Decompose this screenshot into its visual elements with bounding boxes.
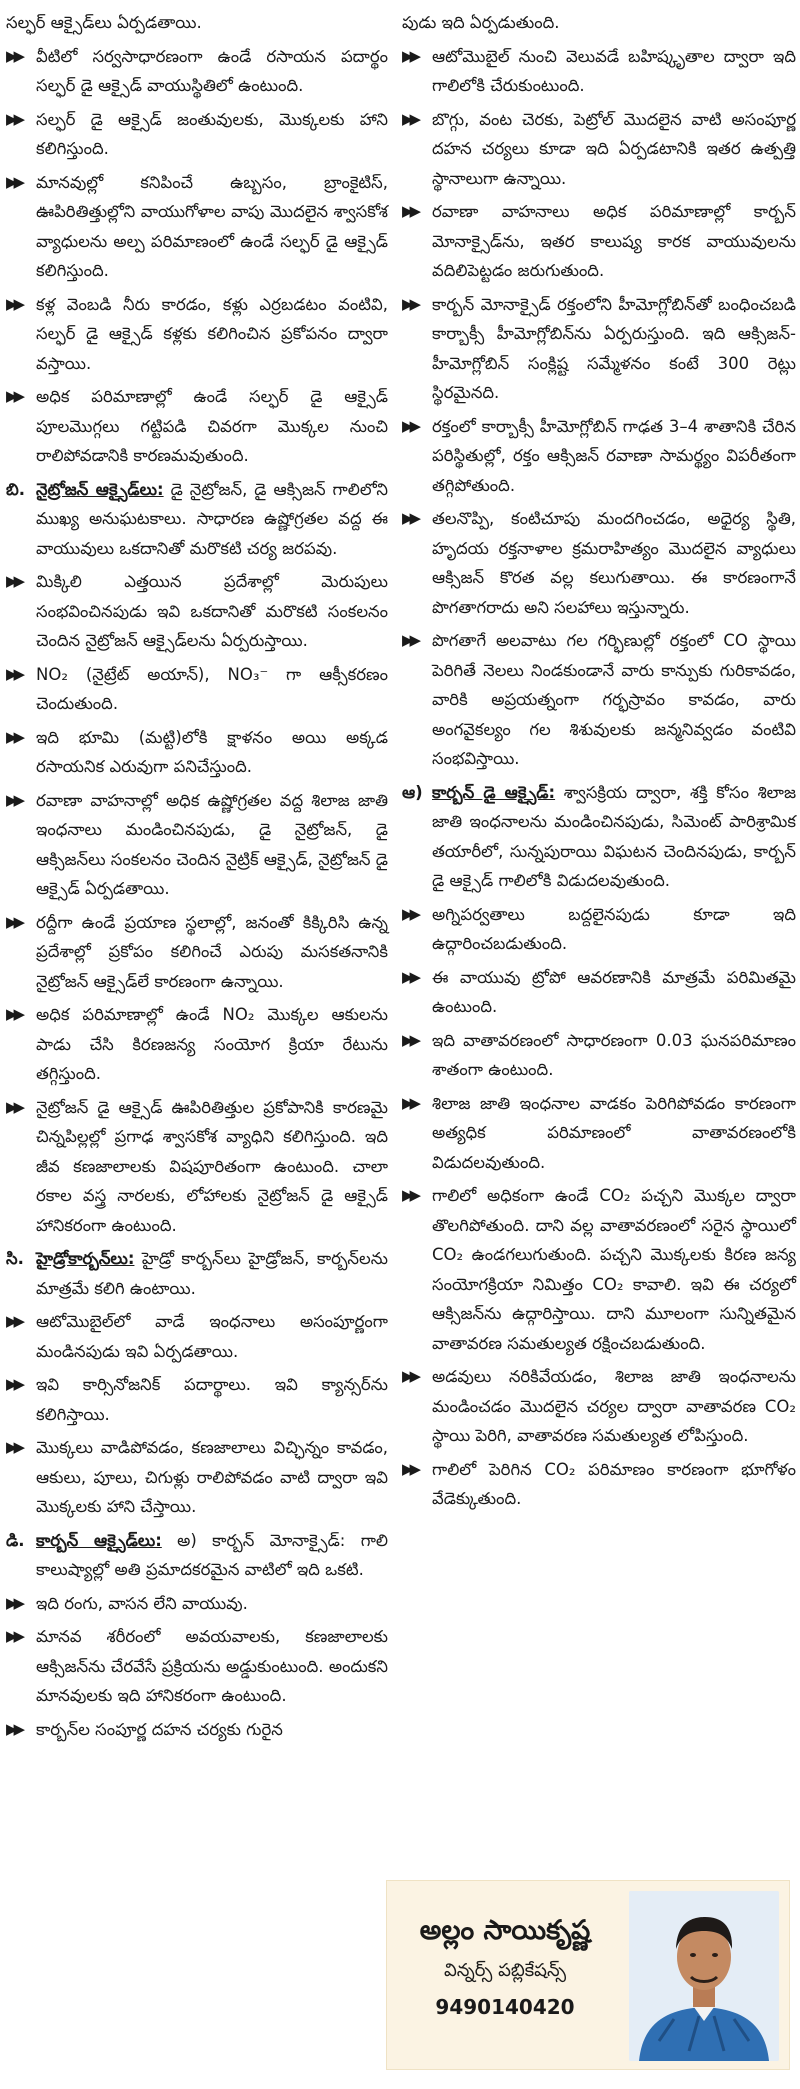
section-heading-paragraph (402, 778, 796, 896)
paragraph-text: ఆటోమొబైల్ నుంచి వెలువడే బహిష్కృతాల ద్వారా ఇది గాలిలోకి చేరుకుంటుంది. (432, 46, 796, 95)
section-marker: బి. (6, 479, 25, 499)
double-arrow-icon: ▶▶ (6, 572, 22, 590)
person-icon (629, 1891, 779, 2061)
paragraph-text: తలనొప్పి, కంటిచూపు మందగించడం, అధైర్య స్థితి, హృదయ రక్తనాళాల క్రమరాహిత్యం మొదలైన వ్యాధులు ఆక్సిజన్ కొరత వల్ల కలుగుతాయి. ఈ కారణంగానే పొగతాగరాదు అని సలహాలు ఇస్తున్నారు. (432, 509, 796, 617)
bullet-item (6, 1370, 388, 1429)
continued-text (402, 8, 796, 38)
double-arrow-icon: ▶▶ (402, 416, 418, 435)
paragraph-text: డై నైట్రోజన్, డై ఆక్సిజన్ గాలిలోని ముఖ్య అనుఘటకాలు. సాధారణ ఉష్ణోగ్రతల వద్ద ఈ వాయువులు ఒకదానితో మరొకటి చర్య జరపవు. (36, 479, 388, 558)
author-photo (629, 1891, 779, 2061)
double-arrow-icon: ▶▶ (6, 664, 22, 683)
double-arrow-icon: ▶▶ (6, 387, 22, 405)
section-title: కార్బన్ ఆక్సైడ్‌లు: (36, 1530, 162, 1550)
paragraph-text: సల్ఫర్ డై ఆక్సైడ్ జంతువులకు, మొక్కలకు హాని కలిగిస్తుంది. (36, 109, 388, 158)
paragraph-text: రక్తంలో కార్బాక్సీ హీమోగ్లోబిన్ గాఢత 3–4 శాతానికి చేరిన పరిస్థితుల్లో, రక్తం ఆక్సిజన్ రవాణా సామర్థ్యం విపరీతంగా తగ్గిపోతుంది. (432, 416, 796, 495)
double-arrow-icon: ▶▶ (402, 967, 418, 986)
double-arrow-icon: ▶▶ (6, 109, 22, 128)
bullet-item (6, 168, 388, 286)
double-arrow-icon: ▶▶ (6, 1312, 22, 1330)
double-arrow-icon: ▶▶ (6, 1097, 22, 1116)
bullet-item (402, 1455, 796, 1514)
double-arrow-icon: ▶▶ (6, 1005, 22, 1023)
paragraph-text: రవాణా వాహనాల్లో అధిక ఉష్ణోగ్రతల వద్ద శిలాజ జాతి ఇంధనాలు మండించినపుడు, డై నైట్రోజన్, డై ఆక్సిజన్‌లు సంకలనం చెందిన నైట్రిక్ ఆక్సైడ్, నైట్రోజన్ డై ఆక్సైడ్ ఏర్పడతాయి. (36, 790, 388, 898)
bullet-item (402, 626, 796, 774)
paragraph-text: NO₂ (నైట్రేట్ అయాన్), NO₃⁻ గా ఆక్సీకరణం చెందుతుంది. (36, 664, 388, 713)
paragraph-text: ఇది వాతావరణంలో సాధారణంగా 0.03 ఘనపరిమాణం శాతంగా ఉంటుంది. (432, 1030, 796, 1079)
paragraph-text: అగ్నిపర్వతాలు బద్దలైనపుడు కూడా ఇది ఉద్గారించబడుతుంది. (432, 904, 796, 953)
bullet-item (6, 660, 388, 719)
double-arrow-icon: ▶▶ (6, 1719, 22, 1738)
paragraph-text: మిక్కిలి ఎత్తయిన ప్రదేశాల్లో మెరుపులు సంభవించినపుడు ఇవి ఒకదానితో మరొకటి సంకలనం చెందిన నైట్రోజన్ ఆక్సైడ్‌లను ఏర్పరుస్తాయి. (36, 572, 388, 650)
paragraph-text: మొక్కలు వాడిపోవడం, కణజాలాలు విచ్ఛిన్నం కావడం, ఆకులు, పూలు, చిగుళ్లు రాలిపోవడం వాటి ద్వారా ఇవి మొక్కలకు హాని చేస్తాయి. (36, 1438, 388, 1516)
bullet-item (6, 382, 388, 471)
double-arrow-icon: ▶▶ (6, 1593, 22, 1612)
bullet-item (402, 504, 796, 622)
double-arrow-icon: ▶▶ (402, 509, 418, 527)
paragraph-text: రద్దీగా ఉండే ప్రయాణ స్థలాల్లో, జనంతో కిక్కిరిసి ఉన్న ప్రదేశాల్లో ప్రకోపం కలిగించే ఎరుపు మసకతనానికి నైట్రోజన్ ఆక్సైడ్‌లే కారణంగా ఉన్నాయి. (36, 912, 388, 991)
paragraph-text: నైట్రోజన్ డై ఆక్సైడ్ ఊపిరితిత్తుల ప్రకోపానికి కారణమై చిన్నపిల్లల్లో ప్రగాఢ శ్వాసకోశ వ్యాధిని కలిగిస్తుంది. ఇది జీవ కణజాలాలకు విషపూరితంగా ఉంటుంది. చాలా రకాల వస్త్ర నారలకు, లోహాలకు నైట్రోజన్ డై ఆక్సైడ్ హానికరంగా ఉంటుంది. (36, 1097, 388, 1235)
double-arrow-icon: ▶▶ (402, 1093, 418, 1112)
bullet-item (402, 1026, 796, 1085)
author-card (386, 1880, 790, 2070)
paragraph-text: ఇవి కార్సినోజనిక్ పదార్థాలు. ఇవి క్యాన్సర్‌ను కలిగిస్తాయి. (36, 1375, 388, 1424)
bullet-item (6, 1589, 388, 1619)
bullet-item (6, 1433, 388, 1522)
bullet-item (6, 567, 388, 656)
paragraph-text: శిలాజ జాతి ఇంధనాల వాడకం పెరిగిపోవడం కారణంగా అత్యధిక పరిమాణంలో వాతావరణంలోకి విడుదలవుతుంది. (432, 1093, 796, 1172)
paragraph-text: అ) కార్బన్ మోనాక్సైడ్: గాలి కాలుష్యాల్లో అతి ప్రమాదకరమైన వాటిలో ఇది ఒకటి. (36, 1530, 388, 1579)
double-arrow-icon: ▶▶ (402, 1367, 418, 1385)
double-arrow-icon: ▶▶ (6, 294, 22, 313)
double-arrow-icon: ▶▶ (402, 904, 418, 923)
paragraph-text: గాలిలో పెరిగిన CO₂ పరిమాణం కారణంగా భూగోళం వేడెక్కుతుంది. (432, 1459, 796, 1508)
bullet-item (6, 1000, 388, 1089)
section-title: హైడ్రోకార్బన్‌లు: (36, 1249, 135, 1268)
double-arrow-icon: ▶▶ (6, 727, 22, 746)
bullet-item (6, 1715, 388, 1745)
author-phone: 9490140420 (435, 1995, 575, 2019)
paragraph-text: గాలిలో అధికంగా ఉండే CO₂ పచ్చని మొక్కల ద్వారా తొలగిపోతుంది. దాని వల్ల వాతావరణంలో సరైన స్థాయిలో CO₂ ఉండగలుగుతుంది. పచ్చని మొక్కలకు కిరణ జన్య సంయోగక్రియా నిమిత్తం CO₂ కావాలి. ఇవి ఈ చర్యలో ఆక్సిజన్‌ను ఉద్గారిస్తాయి. దాని మూలంగా సున్నితమైన వాతావరణ సమతుల్యత రక్షించబడుతుంది. (432, 1186, 796, 1353)
paragraph-text: బొగ్గు, వంట చెరకు, పెట్రోల్ మొదలైన వాటి అసంపూర్ణ దహన చర్యలు కూడా ఇది ఏర్పడటానికి ఇతర ఉత్పత్తి స్థానాలుగా ఉన్నాయి. (432, 109, 796, 188)
bullet-item (402, 963, 796, 1022)
double-arrow-icon: ▶▶ (6, 1627, 22, 1645)
right-column (402, 8, 796, 1518)
bullet-item (402, 290, 796, 408)
paragraph-text: ఇది రంగు, వాసన లేని వాయువు. (36, 1593, 248, 1613)
paragraph-text: హైడ్రో కార్బన్‌లు హైడ్రోజన్, కార్బన్‌లను మాత్రమే కలిగి ఉంటాయి. (36, 1249, 388, 1298)
paragraph-text: కార్బన్ మోనాక్సైడ్ రక్తంలోని హీమోగ్లోబిన్‌తో బంధించబడి కార్బాక్సీ హీమోగ్లోబిన్‌ను ఏర్పరుస్తుంది. ఇది ఆక్సిజన్-హీమోగ్లోబిన్ సంక్లిష్ట సమ్మేళనం కంటే 300 రెట్లు స్థిరమైనది. (432, 294, 796, 402)
double-arrow-icon: ▶▶ (6, 46, 22, 65)
double-arrow-icon: ▶▶ (6, 790, 22, 809)
double-arrow-icon: ▶▶ (402, 202, 418, 220)
double-arrow-icon: ▶▶ (402, 46, 418, 65)
paragraph-text: ఇది భూమి (మట్టి)లోకి క్షాళనం అయి అక్కడ రసాయనిక ఎరువుగా పనిచేస్తుంది. (36, 727, 388, 776)
section-title: నైట్రోజన్ ఆక్సైడ్‌లు: (36, 479, 164, 499)
paragraph-text: రవాణా వాహనాలు అధిక పరిమాణాల్లో కార్బన్ మోనాక్సైడ్‌ను, ఇతర కాలుష్య కారక వాయువులను వదిలిపెట్టడం జరుగుతుంది. (432, 202, 796, 280)
paragraph-text: అడవులు నరికివేయడం, శిలాజ జాతి ఇంధనాలను మండించడం మొదలైన చర్యల ద్వారా వాతావరణ CO₂ స్థాయి పెరిగి, వాతావరణ సమతుల్యత లోపిస్తుంది. (432, 1367, 796, 1445)
section-title: కార్బన్ డై ఆక్సైడ్: (432, 782, 556, 802)
section-marker: ఆ) (402, 782, 423, 802)
double-arrow-icon: ▶▶ (402, 109, 418, 128)
double-arrow-icon: ▶▶ (6, 1438, 22, 1456)
paragraph-text: మానవ శరీరంలో అవయవాలకు, కణజాలాలకు ఆక్సిజన్‌ను చేరవేసే ప్రక్రియను అడ్డుకుంటుంది. అందుకని మానవులకు ఇది హానికరంగా ఉంటుంది. (36, 1627, 388, 1705)
bullet-item (6, 723, 388, 782)
bullet-item (6, 105, 388, 164)
bullet-item (6, 42, 388, 101)
bullet-item (402, 412, 796, 501)
bullet-item (6, 290, 388, 379)
bullet-item (402, 1089, 796, 1178)
bullet-item (6, 908, 388, 997)
bullet-item (402, 42, 796, 101)
paragraph-text: కార్బన్‌ల సంపూర్ణ దహన చర్యకు గురైన (36, 1719, 283, 1739)
section-marker: సి. (6, 1249, 24, 1268)
continued-text (6, 8, 388, 38)
bullet-item (402, 197, 796, 286)
section-heading-paragraph (6, 1244, 388, 1303)
paragraph-text: వీటిలో సర్వసాధారణంగా ఉండే రసాయన పదార్థం సల్ఫర్ డై ఆక్సైడ్ వాయుస్థితిలో ఉంటుంది. (36, 46, 388, 95)
bullet-item (402, 900, 796, 959)
bullet-item (6, 1093, 388, 1241)
bullet-item (402, 1181, 796, 1358)
bullet-item (402, 1362, 796, 1451)
author-info (395, 1895, 615, 2025)
section-heading-paragraph (6, 475, 388, 564)
bullet-item (6, 786, 388, 904)
author-name: అల్లం సాయికృష్ణ (419, 1915, 591, 1946)
double-arrow-icon: ▶▶ (402, 1030, 418, 1049)
double-arrow-icon: ▶▶ (402, 631, 418, 649)
double-arrow-icon: ▶▶ (402, 1186, 418, 1204)
paragraph-text: సల్ఫర్ ఆక్సైడ్‌లు ఏర్పడతాయి. (6, 13, 202, 32)
paragraph-text: పొగతాగే అలవాటు గల గర్భిణుల్లో రక్తంలో CO స్థాయి పెరిగితే నెలలు నిండకుండానే వారు కాన్పుకు గురికావడం, వారికి అప్రయత్నంగా గర్భస్రావం కావడం, వారు అంగవైకల్యం గల శిశువులకు జన్మనివ్వడం వంటివి సంభవిస్తాయి. (432, 631, 796, 768)
paragraph-text: ఈ వాయువు ట్రోపో ఆవరణానికి మాత్రమే పరిమితమై ఉంటుంది. (432, 967, 796, 1016)
double-arrow-icon: ▶▶ (402, 1459, 418, 1478)
section-heading-paragraph (6, 1526, 388, 1585)
double-arrow-icon: ▶▶ (6, 172, 22, 191)
bullet-item (402, 105, 796, 194)
paragraph-text: మానవుల్లో కనిపించే ఉబ్బసం, బ్రాంకైటిస్, ఊపిరితిత్తుల్లోని వాయుగోళాల వాపు మొదలైన శ్వాసకోశ వ్యాధులను అల్ప పరిమాణంలో ఉండే సల్ఫర్ డై ఆక్సైడ్ కలిగిస్తుంది. (36, 172, 388, 280)
double-arrow-icon: ▶▶ (402, 294, 418, 313)
paragraph-text: ఆటోమొబైల్‌లో వాడే ఇంధనాలు అసంపూర్ణంగా మండినపుడు ఇవి ఏర్పడతాయి. (36, 1312, 388, 1361)
double-arrow-icon: ▶▶ (6, 912, 22, 931)
section-marker: డి. (6, 1530, 25, 1550)
paragraph-text: శ్వాసక్రియ ద్వారా, శక్తి కోసం శిలాజ జాతి ఇంధనాలను మండించినపుడు, సిమెంట్ పారిశ్రామిక తయారీలో, సున్నపురాయి విఘటన చెందినపుడు, కార్బన్ డై ఆక్సైడ్ గాలిలోకి విడుదలవుతుంది. (432, 782, 797, 890)
bullet-item (6, 1622, 388, 1711)
double-arrow-icon: ▶▶ (6, 1375, 22, 1393)
paragraph-text: అధిక పరిమాణాల్లో ఉండే సల్ఫర్ డై ఆక్సైడ్ పూలమొగ్గలు గట్టిపడి చివరగా మొక్కల నుంచి రాలిపోవడానికి కారణమవుతుంది. (36, 387, 388, 465)
paragraph-text: కళ్ల వెంబడి నీరు కారడం, కళ్లు ఎర్రబడటం వంటివి, సల్ఫర్ డై ఆక్సైడ్ కళ్లకు కలిగించిన ప్రకోపనం ద్వారా వస్తాయి. (36, 294, 388, 373)
paragraph-text: అధిక పరిమాణాల్లో ఉండే NO₂ మొక్కల ఆకులను పాడు చేసి కిరణజన్య సంయోగ క్రియా రేటును తగ్గిస్తుంది. (36, 1005, 388, 1083)
author-publisher: విన్నర్స్ పబ్లికేషన్స్ (443, 1960, 567, 1981)
bullet-item (6, 1307, 388, 1366)
paragraph-text: పుడు ఇది ఏర్పడుతుంది. (402, 13, 560, 32)
left-column (6, 8, 388, 1748)
